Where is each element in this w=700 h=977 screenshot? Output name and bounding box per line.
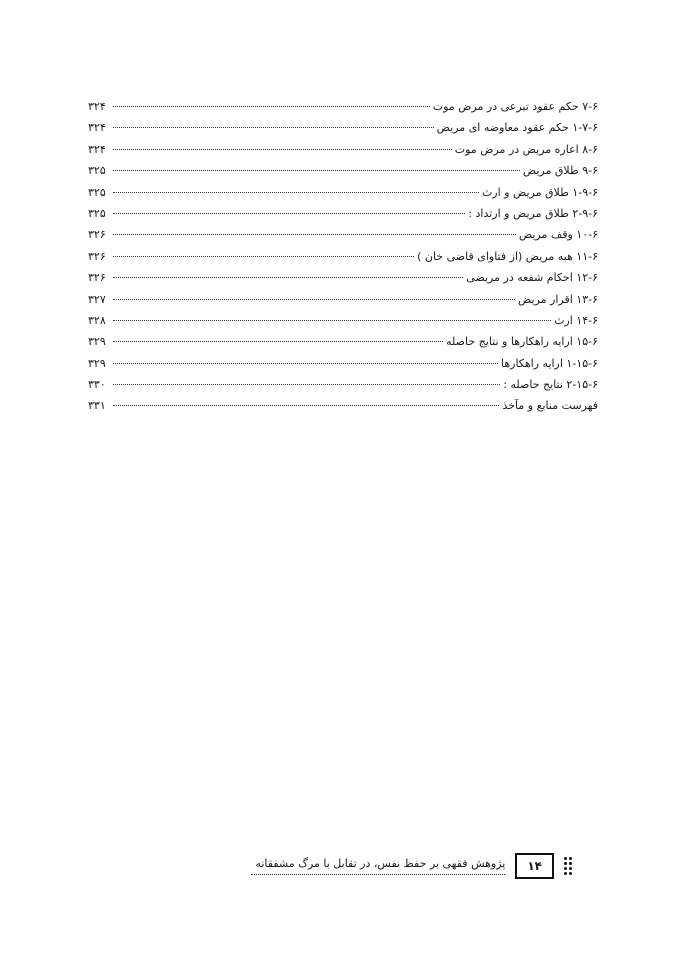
toc-entry-page: ۳۲۴ (88, 142, 106, 156)
dot-leader (113, 341, 443, 342)
toc-entry[interactable] (88, 289, 598, 310)
toc-entry[interactable] (88, 395, 598, 416)
toc-entry-title: ۲-۱۵-۶ نتایج حاصله : (503, 378, 598, 392)
toc-entry-page: ۳۲۹ (88, 335, 106, 349)
dot-leader (113, 256, 414, 257)
toc-entry-title: فهرست منابع و مآخذ (502, 399, 598, 413)
toc-entry-page: ۳۲۷ (88, 292, 106, 306)
toc-entry[interactable] (88, 96, 598, 117)
toc-entry-page: ۳۲۵ (88, 185, 106, 199)
toc-entry-page: ۳۲۶ (88, 228, 106, 242)
dot-leader (113, 192, 479, 193)
toc-entry-title: ۱۵-۶ ارایه راهکارها و نتایج حاصله (446, 335, 598, 349)
toc-entry[interactable] (88, 160, 598, 181)
toc-entry-page: ۳۲۶ (88, 271, 106, 285)
dot-leader (113, 405, 499, 406)
dot-leader (113, 384, 500, 385)
dot-leader (113, 170, 520, 171)
dot-leader (113, 149, 452, 150)
toc-entry[interactable] (88, 267, 598, 288)
toc-entry[interactable] (88, 310, 598, 331)
toc-entry-title: ۱-۱۵-۶ ارایه راهکارها (500, 356, 598, 370)
toc-entry[interactable] (88, 353, 598, 374)
toc-entry[interactable] (88, 203, 598, 224)
toc-entry-page: ۳۳۱ (88, 399, 106, 413)
dot-leader (113, 127, 434, 128)
footer-dots-icon (564, 857, 572, 875)
dot-leader (113, 299, 515, 300)
page-footer (251, 853, 572, 879)
dot-leader (113, 213, 465, 214)
toc-entry-page: ۳۲۵ (88, 206, 106, 220)
toc-entry-page: ۳۲۶ (88, 249, 106, 263)
toc-entry-title: ۱-۹-۶ طلاق مریض و ارث (481, 185, 598, 199)
dot-leader (113, 234, 516, 235)
toc-entry-title: ۱۰-۶ وقف مریض (518, 228, 598, 242)
toc-entry-title: ۲-۹-۶ طلاق مریض و ارتداد : (468, 206, 598, 220)
table-of-contents (88, 96, 598, 417)
page-number: ۱۴ (515, 853, 554, 879)
toc-entry-title: ۸-۶ اعاره مریض در مرض موت (454, 142, 598, 156)
toc-entry-title: ۱۴-۶ ارث (554, 313, 598, 327)
toc-entry-page: ۳۳۰ (88, 378, 106, 392)
toc-entry[interactable] (88, 331, 598, 352)
toc-entry-page: ۳۲۸ (88, 313, 106, 327)
toc-entry-page: ۳۲۴ (88, 121, 106, 135)
toc-entry-title: ۱-۷-۶ حکم عقود معاوضه ای مریض (436, 121, 598, 135)
toc-entry-title: ۱۳-۶ اقرار مریض (518, 292, 598, 306)
toc-entry[interactable] (88, 139, 598, 160)
toc-entry[interactable] (88, 246, 598, 267)
toc-entry[interactable] (88, 182, 598, 203)
toc-entry-page: ۳۲۹ (88, 356, 106, 370)
dot-leader (113, 320, 551, 321)
toc-entry[interactable] (88, 117, 598, 138)
dot-leader (113, 106, 430, 107)
toc-entry-title: ۱۱-۶ هبه مریض (از فتاوای قاضی خان ) (417, 249, 598, 263)
toc-entry-title: ۷-۶ حکم عقود تبرعی در مرض موت (432, 100, 598, 113)
toc-entry-title: ۹-۶ طلاق مریض (522, 164, 598, 178)
dot-leader (113, 363, 498, 364)
toc-entry-page: ۳۲۴ (88, 100, 106, 113)
toc-entry-page: ۳۲۵ (88, 164, 106, 178)
running-header-title: پژوهش فقهی بر حفظ نفس، در تقابل با مرگ مشفقانه (251, 857, 505, 875)
dot-leader (113, 277, 463, 278)
toc-entry-title: ۱۲-۶ احکام شفعه در مریضی (466, 271, 598, 285)
toc-entry[interactable] (88, 374, 598, 395)
toc-entry[interactable] (88, 224, 598, 245)
